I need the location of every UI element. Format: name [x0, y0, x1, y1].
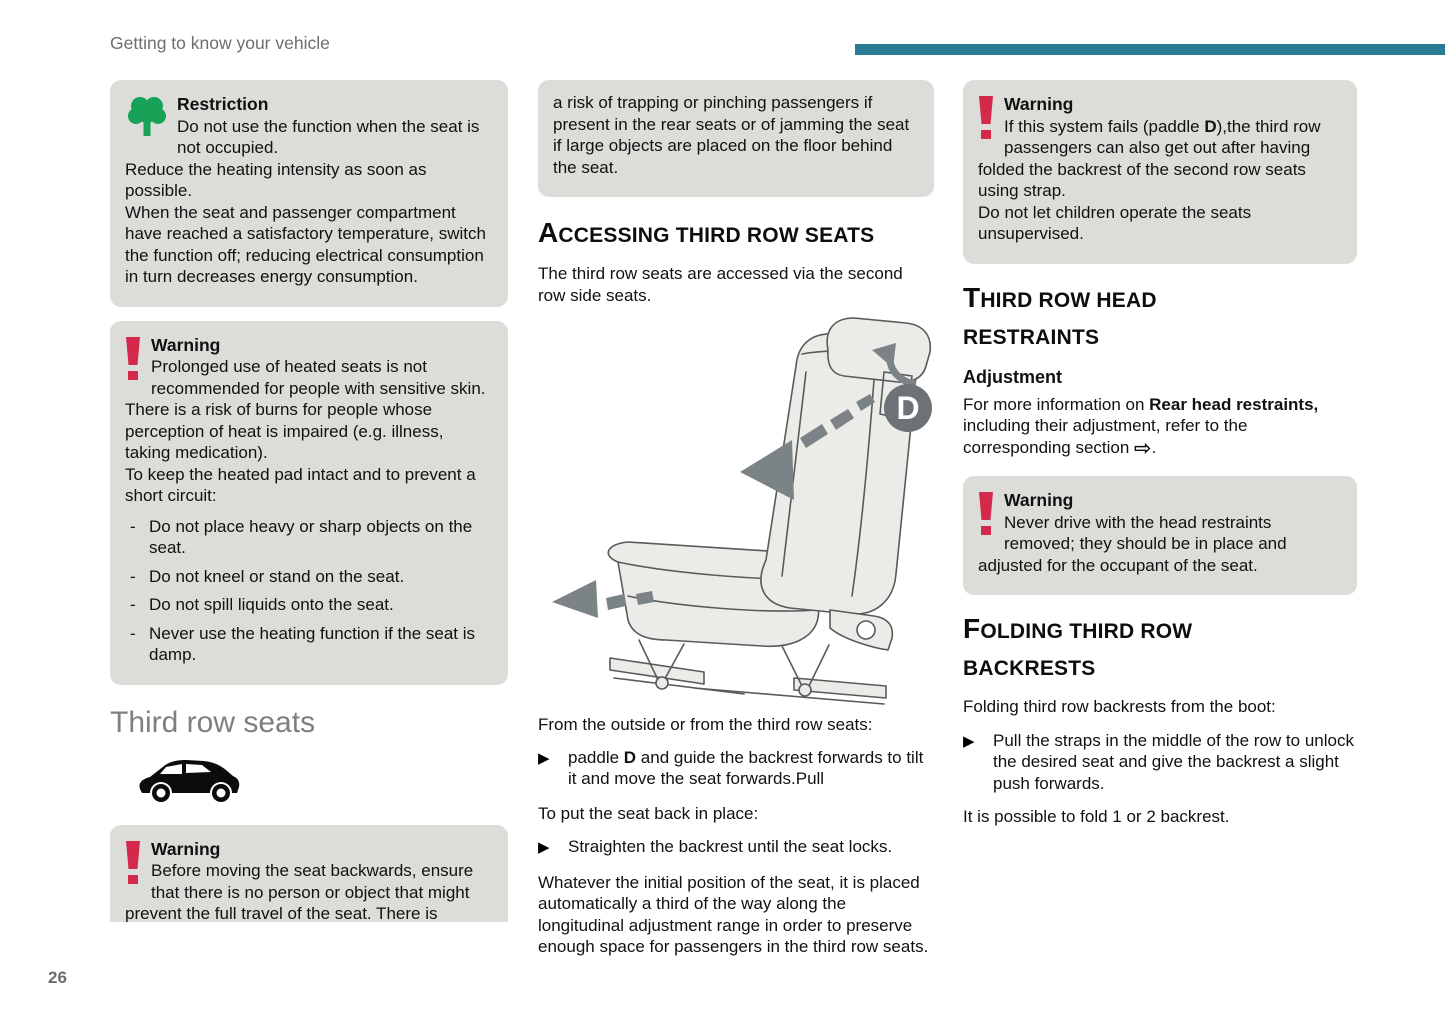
restriction-text: Do not use the function when the seat is not occupied.	[177, 116, 480, 157]
eco-tree-icon	[125, 94, 177, 140]
subheading-adjustment: Adjustment	[963, 366, 1062, 387]
warning-text: Do not let children operate the seats unsupervised.	[978, 202, 1252, 243]
list-item: - Never use the heating function if the seat is damp.	[125, 623, 492, 666]
paddle-d-label: D	[896, 390, 920, 426]
warning-title: Warning	[151, 838, 221, 859]
warning-box-seat-travel	[110, 825, 508, 922]
seat-position-text: Whatever the initial position of the seat, it is placed automatically a third of the way along the longitudinal adjustment range in order to preserve enough space for passengers in the third row seats.	[538, 872, 929, 956]
restriction-text: Reduce the heating intensity as soon as possible.	[125, 159, 427, 200]
restriction-text: When the seat and passenger compartment have reached a satisfactory temperature, switch the function off; reducing electrical consumption in turn decreases energy consumption.	[125, 202, 486, 286]
triangle-bullet-icon: ▶	[538, 749, 550, 767]
fold-count-text: It is possible to fold 1 or 2 backrest.	[963, 807, 1230, 826]
warning-dash-list	[125, 516, 492, 666]
instruction-bullet: ▶ Pull the straps in the middle of the row to unlock the desired seat and give the backrest a slight push forwards.	[963, 730, 1354, 793]
section-title-third-row-seats: Third row seats	[110, 705, 316, 739]
warning-exclamation-icon	[978, 490, 1004, 535]
boot-text: Folding third row backrests from the boot:	[963, 697, 1276, 716]
column-middle	[538, 0, 934, 958]
column-right	[963, 0, 1357, 828]
instruction-bullet: ▶ Straighten the backrest until the seat locks.	[538, 836, 934, 859]
heading-folding-third-row-backrests: FOLDING THIRD ROW BACKRESTS	[963, 613, 1193, 680]
warning-text: Before moving the seat backwards, ensure that there is no person or object that might prevent the full travel of the seat. There is	[125, 861, 474, 922]
dash-marker: -	[130, 516, 136, 536]
seat-tilt-illustration	[544, 310, 936, 708]
chapter-header: Getting to know your vehicle	[110, 33, 330, 53]
warning-title: Warning	[151, 334, 221, 355]
heading-third-row-head-restraints: THIRD ROW HEAD RESTRAINTS	[963, 281, 1157, 349]
list-item: - Do not spill liquids onto the seat.	[125, 594, 492, 616]
warning-exclamation-icon	[978, 94, 1004, 139]
dash-marker: -	[130, 566, 136, 586]
warning-box-head-restraints	[963, 476, 1357, 595]
warning-continued-text: a risk of trapping or pinching passengers if present in the rear seats or of jamming the seat if large objects are placed on the floor behind the seat.	[553, 93, 910, 177]
warning-box-heated-seats	[110, 321, 508, 685]
column-left	[110, 0, 508, 922]
triangle-bullet-icon: ▶	[963, 732, 975, 750]
from-outside-text: From the outside or from the third row seats:	[538, 715, 873, 734]
warning-text: To keep the heated pad intact and to prevent a short circuit:	[125, 464, 476, 505]
restriction-box	[110, 80, 508, 307]
page-number: 26	[48, 968, 67, 987]
warning-text: There is a risk of burns for people whose perception of heat is impaired (e.g. illness, taking medication).	[125, 400, 444, 462]
heading-accessing-third-row-seats: ACCESSING THIRD ROW SEATS	[538, 217, 875, 248]
warning-text: Never drive with the head restraints removed; they should be in place and adjusted for the occupant of the seat.	[978, 512, 1287, 575]
warning-title: Warning	[1004, 490, 1074, 510]
warning-box-system-fails	[963, 80, 1357, 264]
warning-title: Warning	[1004, 94, 1074, 114]
adjustment-text: For more information on Rear head restraints, including their adjustment, refer to the corresponding section ⇨.	[963, 394, 1319, 460]
warning-text: If this system fails (paddle D),the third row passengers can also get out after having folded the backrest of the second row seats using strap.	[978, 116, 1321, 200]
put-back-text: To put the seat back in place:	[538, 803, 759, 823]
warning-box-continued	[538, 80, 934, 197]
triangle-bullet-icon: ▶	[538, 839, 550, 856]
instruction-bullet: ▶ paddle D and guide the backrest forwards to tilt it and move the seat forwards.Pull	[538, 747, 924, 788]
section-reference-arrow-icon: ⇨	[1134, 435, 1152, 460]
dash-marker: -	[130, 595, 136, 614]
warning-text: Prolonged use of heated seats is not recommended for people with sensitive skin.	[151, 357, 486, 398]
dash-marker: -	[130, 623, 136, 643]
warning-exclamation-icon	[125, 839, 151, 884]
list-item: - Do not kneel or stand on the seat.	[125, 566, 492, 588]
restriction-title: Restriction	[177, 94, 269, 114]
list-item: - Do not place heavy or sharp objects on the seat.	[125, 516, 492, 559]
intro-text: The third row seats are accessed via the second row side seats.	[538, 264, 903, 305]
suv-car-icon	[136, 757, 508, 805]
warning-exclamation-icon	[125, 335, 151, 380]
